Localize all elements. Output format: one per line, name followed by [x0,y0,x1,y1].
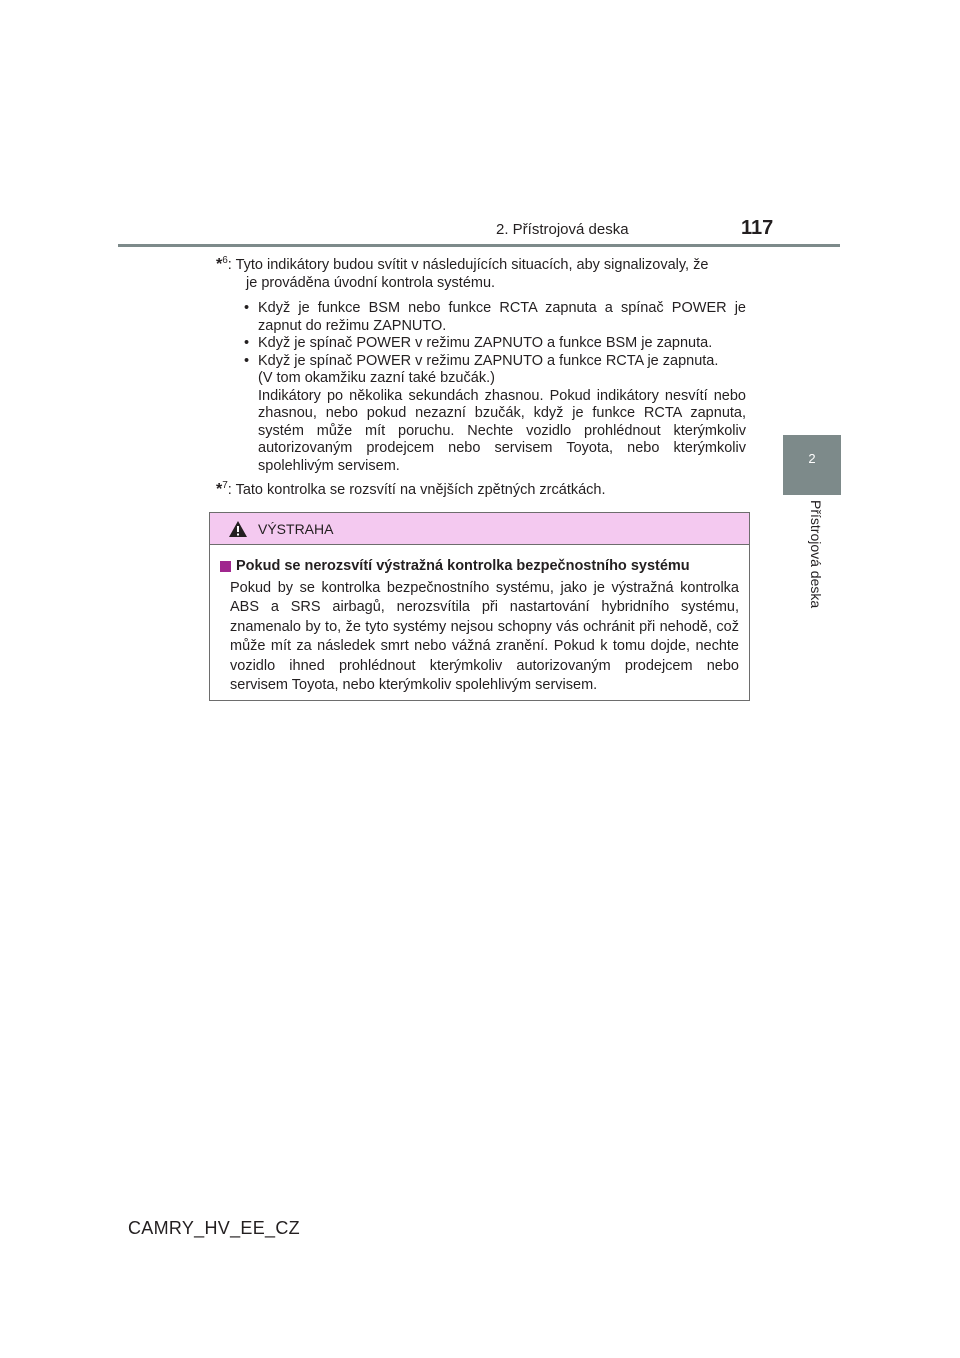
list-item: • Když je funkce BSM nebo funkce RCTA zapnuta a spínač POWER je zapnut do režimu ZAPNUTO. [258,300,746,335]
warning-header [210,513,749,545]
footnote-text: : Tato kontrolka se rozsvítí na vnějších zpětných zrcátkách. [227,482,606,498]
list-item [258,353,746,476]
footnote-7 [216,481,746,500]
footnote-6 [216,256,746,292]
list-item-text: Když je spínač POWER v režimu ZAPNUTO a funkce RCTA je zapnuta. [258,352,719,369]
footnote-text-continued: je prováděna úvodní kontrola systému. [246,274,496,291]
list-item: • Když je spínač POWER v režimu ZAPNUTO a funkce BSM je zapnuta. [258,335,746,353]
buzzer-note: (V tom okamžiku zazní také bzučák.) [258,370,495,386]
square-bullet-icon [220,561,231,572]
condition-list [216,300,746,475]
warning-title-text: Pokud se nerozsvítí výstražná kontrolka bezpečnostního systému [236,558,690,574]
footnote-mark: * [216,481,223,498]
header-section-title: 2. Přístrojová deska [496,221,629,238]
warning-body [210,545,749,696]
warning-header-label: VÝSTRAHA [258,520,334,537]
warning-title [220,557,739,577]
header-rule [118,244,840,247]
warning-triangle-icon [228,520,248,538]
main-content [216,256,746,500]
footnote-text: : Tyto indikátory budou svítit v následujících situacích, aby signalizovaly, že [227,257,709,273]
document-code: CAMRY_HV_EE_CZ [128,1218,300,1238]
page-number: 117 [741,217,774,239]
footnote-mark: * [216,256,223,273]
footnote-number: 6 [222,255,228,266]
chapter-tab-number: 2 [808,451,816,466]
warning-text: Pokud by se kontrolka bezpečnostního systému, jako je výstražná kontrolka ABS a SRS airbagů, nerozsvítila při nastartování hybridního systému, znamenalo by to, že tyto systémy nejsou schopny vás ochránit při nehodě, což může mít za následek smrt nebo vážná zranění. Pokud k tomu dojde, nechte vozidlo ihned prohlédnout kterýmkoliv autorizovaným prodejcem nebo servisem Toyota, nebo kterýmkoliv spolehlivým servisem. [230,579,739,693]
chapter-tab-label: Přístrojová deska [808,500,824,609]
chapter-tab [783,435,841,495]
indicator-note: Indikátory po několika sekundách zhasnou. Pokud indikátory nesvítí nebo zhasnou, nebo pokud nezazní bzučák, když je funkce RCTA zapnuta, systém může mít poruchu. Nechte vozidlo prohlédnout kterýmkoliv autorizovaným prodejcem nebo servisem Toyota, nebo kterýmkoliv spolehlivým servisem. [258,387,746,474]
footnote-number: 7 [222,480,228,491]
warning-box [209,512,750,701]
